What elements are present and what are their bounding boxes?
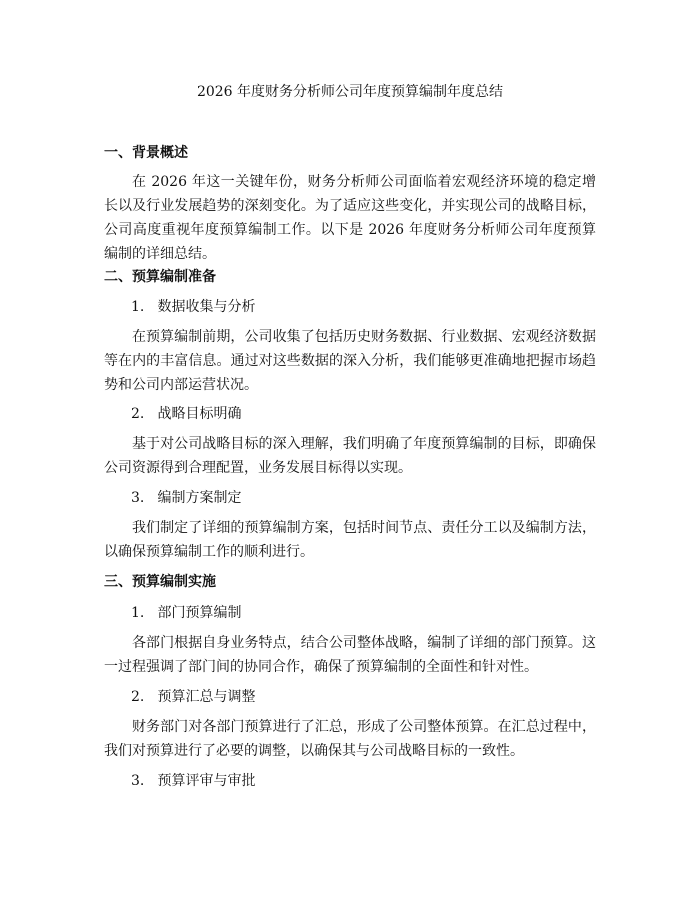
subsection-title: 编制方案制定	[157, 490, 242, 506]
subsection-heading-plan-formulation	[131, 488, 241, 508]
subsection-number: 2.	[131, 406, 145, 422]
subsection-title: 预算评审与审批	[157, 773, 256, 789]
section-paragraph-background: 在 2026 年这一关键年份，财务分析师公司面临着宏观经济环境的稳定增长以及行业发展趋势的深刻变化。为了适应这些变化，并实现公司的战略目标，公司高度重视年度预算编制工作。以下是 2026 年度财务分析师公司年度预算编制的详细总结。	[104, 174, 596, 262]
section-heading-preparation: 二、预算编制准备	[104, 269, 216, 285]
subsection-paragraph-data-collection: 在预算编制前期，公司收集了包括历史财务数据、行业数据、宏观经济数据等在内的丰富信息。通过对这些数据的深入分析，我们能够更准确地把握市场趋势和公司内部运营状况。	[104, 329, 596, 393]
subsection-paragraph-department-budget: 各部门根据自身业务特点，结合公司整体战略，编制了详细的部门预算。这一过程强调了部门间的协同合作，确保了预算编制的全面性和针对性。	[104, 635, 596, 675]
subsection-paragraph-strategic-goals: 基于对公司战略目标的深入理解，我们明确了年度预算编制的目标，即确保公司资源得到合理配置，业务发展目标得以实现。	[104, 436, 596, 476]
subsection-heading-budget-consolidation	[131, 687, 255, 707]
subsection-paragraph-budget-consolidation: 财务部门对各部门预算进行了汇总，形成了公司整体预算。在汇总过程中，我们对预算进行了必要的调整，以确保其与公司战略目标的一致性。	[104, 719, 596, 759]
subsection-number: 1.	[131, 299, 145, 315]
subsection-title: 部门预算编制	[157, 605, 242, 621]
subsection-heading-budget-review	[131, 771, 255, 791]
subsection-number: 3.	[131, 773, 145, 789]
subsection-title: 战略目标明确	[157, 406, 242, 422]
subsection-title: 预算汇总与调整	[157, 689, 256, 705]
subsection-heading-data-collection	[131, 297, 255, 317]
subsection-number: 1.	[131, 605, 145, 621]
section-heading-implementation: 三、预算编制实施	[104, 574, 216, 590]
subsection-heading-department-budget	[131, 603, 241, 623]
subsection-paragraph-plan-formulation: 我们制定了详细的预算编制方案，包括时间节点、责任分工以及编制方法，以确保预算编制工作的顺利进行。	[104, 520, 596, 560]
subsection-title: 数据收集与分析	[157, 299, 256, 315]
document-title: 2026 年度财务分析师公司年度预算编制年度总结	[196, 84, 504, 100]
subsection-number: 2.	[131, 689, 145, 705]
section-heading-background: 一、背景概述	[104, 145, 188, 161]
subsection-number: 3.	[131, 490, 145, 506]
subsection-heading-strategic-goals	[131, 404, 241, 424]
